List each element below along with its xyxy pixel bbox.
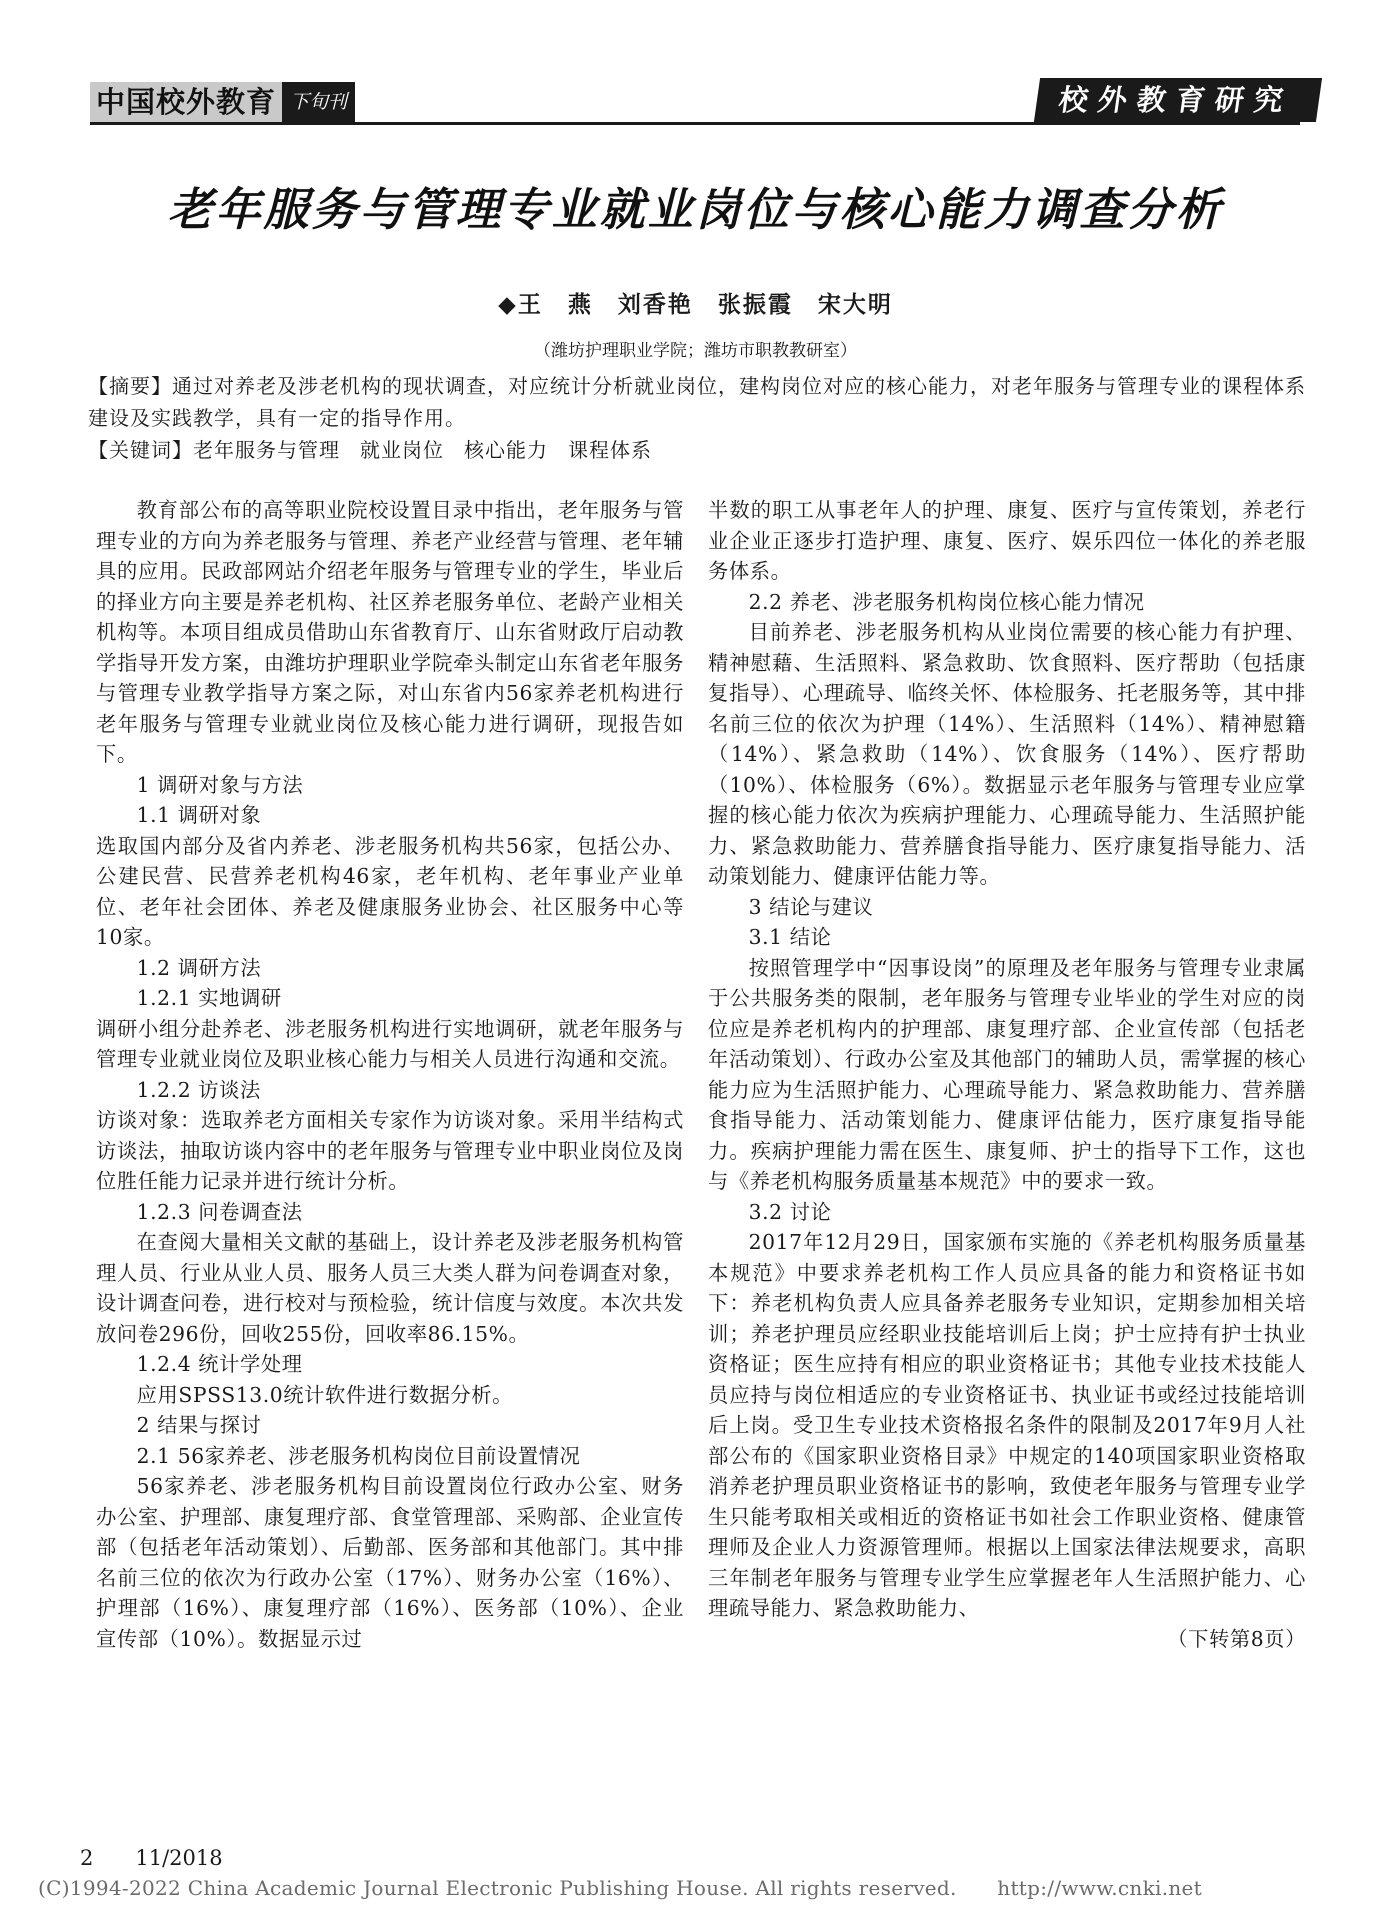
body-column-right-text: [708, 495, 1306, 1624]
body-paragraph: 访谈对象：选取养老方面相关专家作为访谈对象。采用半结构式访谈法，抽取访谈内容中的老年服务与管理专业中职业岗位及岗位胜任能力记录并进行统计分析。: [96, 1108, 684, 1193]
body-paragraph: 目前养老、涉老服务机构从业岗位需要的核心能力有护理、精神慰藉、生活照料、紧急救助、饮食照料、医疗帮助（包括康复指导）、心理疏导、临终关怀、体检服务、托老服务等，其中排名前三位的依次为护理（14%）、生活照料（14%）、精神慰籍（14%）、紧急救助（14%）、饮食服务（14%）、医疗帮助（10%）、体检服务（6%）。数据显示老年服务与管理专业应掌握的核心能力依次为疾病护理能力、心理疏导能力、生活照护能力、紧急救助能力、营养膳食指导能力、医疗康复指导能力、活动策划能力、健康评估能力等。: [708, 620, 1306, 888]
article-authors: ◆王 燕 刘香艳 张振霞 宋大明: [498, 292, 893, 318]
continuation-note: （下转第8页）: [1167, 1626, 1306, 1651]
section-heading: 2.2 养老、涉老服务机构岗位核心能力情况: [748, 589, 1145, 614]
section-heading: 应用SPSS13.0统计软件进行数据分析。: [136, 1382, 513, 1407]
header-rule: [90, 122, 1300, 125]
section-heading: 3 结论与建议: [748, 894, 874, 919]
section-heading: 1.2.4 统计学处理: [136, 1352, 303, 1376]
keyword: 核心能力: [464, 438, 548, 462]
section-heading: 3.1 结论: [748, 925, 832, 949]
journal-issue-label: 下旬刊: [282, 82, 355, 122]
body-paragraph: 选取国内部分及省内养老、涉老服务机构共56家，包括公办、公建民营、民营养老机构46家，老年机构、老年事业产业单位、老年社会团体、养老及健康服务业协会、社区服务中心等10家。: [96, 833, 684, 949]
body-column-right: [708, 495, 1306, 1654]
body-paragraph: 在查阅大量相关文献的基础上，设计养老及涉老服务机构管理人员、行业从业人员、服务人员三大类人群为问卷调查对象，设计调查问卷，进行校对与预检验，统计信度与效度。本次共发放问卷296份，回收255份，回收率86.15%。: [96, 1230, 684, 1346]
section-heading: 2.1 56家养老、涉老服务机构岗位目前设置情况: [136, 1443, 581, 1468]
abstract-block: [88, 370, 1308, 466]
journal-name: 中国校外教育: [90, 82, 282, 122]
abstract-text: 通过对养老及涉老机构的现状调查，对应统计分析就业岗位，建构岗位对应的核心能力，对老年服务与管理专业的课程体系建设及实践教学，具有一定的指导作用。: [88, 374, 1306, 430]
section-heading: 1.2.2 访谈法: [136, 1077, 261, 1102]
continuation-line: [708, 1624, 1306, 1655]
keyword: 课程体系: [568, 438, 652, 462]
section-heading: 1.1 调研对象: [136, 803, 262, 827]
section-heading: 1.2.3 问卷调查法: [136, 1199, 303, 1224]
section-heading: 1.2 调研方法: [136, 955, 262, 980]
section-heading: 1 调研对象与方法: [136, 772, 304, 797]
body-paragraph: 半数的职工从事老年人的护理、康复、医疗与宣传策划，养老行业企业正逐步打造护理、康复、医疗、娱乐四位一体化的养老服务体系。: [708, 498, 1306, 583]
journal-masthead: [90, 82, 355, 122]
section-heading: 3.2 讨论: [748, 1199, 832, 1224]
copyright-line: (C)1994-2022 China Academic Journal Electronic Publishing House. All rights reserved. http://www.cnki.net: [38, 1876, 1203, 1900]
abstract-label: 【摘要】: [88, 374, 172, 398]
section-label: 校外教育研究: [1034, 78, 1322, 122]
article-title: 老年服务与管理专业就业岗位与核心能力调查分析: [167, 183, 1224, 236]
body-paragraph: 按照管理学中“因事设岗”的原理及老年服务与管理专业隶属于公共服务类的限制，老年服务与管理专业毕业的学生对应的岗位应是养老机构内的护理部、康复理疗部、企业宣传部（包括老年活动策划）、行政办公室及其他部门的辅助人员，需掌握的核心能力应为生活照护能力、心理疏导能力、紧急救助能力、营养膳食指导能力、活动策划能力、健康评估能力，医疗康复指导能力。疾病护理能力需在医生、康复师、护士的指导下工作，这也与《养老机构服务质量基本规范》中的要求一致。: [708, 955, 1306, 1193]
body-paragraph: 56家养老、涉老服务机构目前设置岗位行政办公室、财务办公室、护理部、康复理疗部、食堂管理部、采购部、企业宣传部（包括老年活动策划）、后勤部、医务部和其他部门。其中排名前三位的依次为行政办公室（17%）、财务办公室（16%）、护理部（16%）、康复理疗部（16%）、医务部（10%）、企业宣传部（10%）。数据显示过: [96, 1474, 684, 1651]
body-column-left: [96, 495, 684, 1654]
page-number: 2 11/2018: [80, 1846, 223, 1870]
keyword: 就业岗位: [360, 438, 444, 462]
keywords-label: 【关键词】: [88, 438, 193, 462]
body-paragraph: 教育部公布的高等职业院校设置目录中指出，老年服务与管理专业的方向为养老服务与管理、养老产业经营与管理、老年辅具的应用。民政部网站介绍老年服务与管理专业的学生，毕业后的择业方向主要是养老机构、社区养老服务单位、老龄产业相关机构等。本项目组成员借助山东省教育厅、山东省财政厅启动教学指导开发方案，由潍坊护理职业学院牵头制定山东省老年服务与管理专业教学指导方案之际，对山东省内56家养老机构进行老年服务与管理专业就业岗位及核心能力进行调研，现报告如下。: [96, 498, 684, 766]
body-paragraph: 调研小组分赴养老、涉老服务机构进行实地调研，就老年服务与管理专业就业岗位及职业核心能力与相关人员进行沟通和交流。: [96, 1016, 684, 1071]
body-paragraph: 2017年12月29日，国家颁布实施的《养老机构服务质量基本规范》中要求养老机构工作人员应具备的能力和资格证书如下：养老机构负责人应具备养老服务专业知识，定期参加相关培训；养老护理员应经职业技能培训后上岗；护士应持有护士执业资格证；医生应持有相应的职业资格证书；其他专业技术技能人员应持与岗位相适应的专业资格证书、执业证书或经过技能培训后上岗。受卫生专业技术资格报名条件的限制及2017年9月人社部公布的《国家职业资格目录》中规定的140项国家职业资格取消养老护理员职业资格证书的影响，致使老年服务与管理专业学生只能考取相关或相近的资格证书如社会工作职业资格、健康管理师及企业人力资源管理师。根据以上国家法律法规要求，高职三年制老年服务与管理专业学生应掌握老年人生活照护能力、心理疏导能力、紧急救助能力、: [708, 1230, 1306, 1620]
section-heading: 1.2.1 实地调研: [136, 986, 282, 1010]
article-affiliation: （潍坊护理职业学院；潍坊市职教教研室）: [534, 341, 857, 361]
keyword: 老年服务与管理: [193, 438, 340, 462]
abstract: [88, 370, 1308, 434]
section-heading: 2 结果与探讨: [136, 1413, 262, 1437]
keywords: [88, 434, 1308, 466]
